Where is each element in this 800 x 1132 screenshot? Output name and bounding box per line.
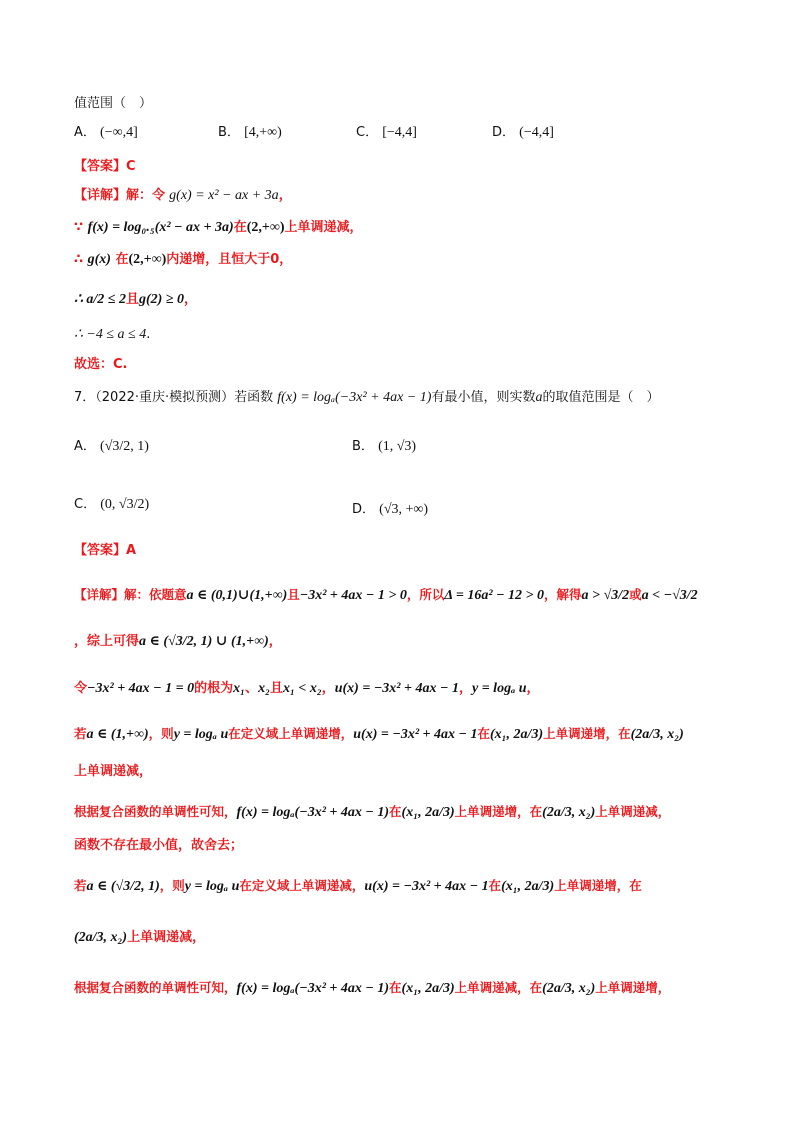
- text: 且: [125, 292, 139, 307]
- option-b: [218, 123, 282, 143]
- detail-2: [74, 218, 363, 238]
- text: ，: [526, 681, 540, 696]
- detail-text: 解：令: [126, 188, 166, 203]
- math: (2,+∞): [246, 220, 285, 235]
- option-label: A．: [74, 439, 96, 454]
- text: 上单调递增，在: [454, 804, 543, 819]
- text: 且: [287, 587, 300, 602]
- text: 上单调递增，在: [554, 878, 642, 893]
- math: −3x² + 4ax − 1 > 0: [299, 588, 407, 603]
- text: 根据复合函数的单调性可知，: [74, 980, 237, 995]
- text: 或: [629, 587, 642, 602]
- option-label: C．: [356, 125, 379, 140]
- math: ∴ −4 ≤ a ≤ 4: [74, 327, 147, 342]
- option-math: (−4,4]: [519, 125, 554, 140]
- text: ，: [458, 681, 472, 696]
- option-label: C．: [74, 497, 97, 512]
- math: ∴ a/2 ≤ 2: [74, 292, 126, 307]
- math: (2,+∞): [128, 252, 167, 267]
- option-label: A．: [74, 125, 96, 140]
- text: 上单调递减，在: [454, 980, 543, 995]
- punct: .: [146, 327, 151, 342]
- math: (x₁, 2a/3): [501, 879, 555, 894]
- math: −3x² + 4ax − 1 = 0: [87, 681, 195, 696]
- text: 在定义域上单调递增，: [228, 726, 354, 741]
- detail-13: [74, 876, 642, 897]
- math: (x₁, 2a/3): [401, 981, 455, 996]
- text: ，则: [148, 726, 174, 741]
- math: u(x) = −3x² + 4ax − 1: [364, 879, 489, 894]
- math: f(x) = logₐ(−3x² + 4ax − 1): [236, 805, 390, 820]
- text: ，综上可得: [74, 634, 140, 649]
- option-label: D．: [492, 125, 516, 140]
- punct: ，: [184, 292, 198, 307]
- because-symbol: ∵: [74, 220, 84, 235]
- detail-11: [74, 802, 670, 823]
- math: y = logₐ u: [184, 879, 240, 894]
- question-number: 7．: [74, 390, 96, 405]
- punct: ，: [278, 188, 292, 203]
- math: g(2) ≥ 0: [139, 292, 185, 307]
- detail-7: [74, 632, 282, 652]
- option-d: [492, 123, 554, 143]
- math: a < −√3/2: [641, 588, 698, 603]
- text: 在: [233, 220, 247, 235]
- text: ，则: [159, 878, 185, 893]
- text: ，: [321, 681, 335, 696]
- text: 在定义域上单调递减，: [239, 878, 365, 893]
- text: 在: [389, 804, 402, 819]
- detail-14: [74, 928, 205, 948]
- math: f(x) = logₐ(−3x² + 4ax − 1): [236, 981, 390, 996]
- detail-label: 【详解】: [74, 587, 125, 602]
- detail-label: 【详解】: [74, 188, 127, 203]
- detail-10: 上单调递减，: [74, 764, 153, 779]
- detail-15: [74, 978, 670, 999]
- option-label: B．: [352, 439, 374, 454]
- option-math: [4,+∞): [244, 125, 282, 140]
- text: 令: [74, 681, 88, 696]
- punct: ，: [268, 634, 282, 649]
- text: 根据复合函数的单调性可知，: [74, 804, 237, 819]
- text: 的根为: [194, 681, 234, 696]
- math: a ∈ (0,1)∪(1,+∞): [186, 588, 288, 603]
- math: (2a/3, x₂): [542, 805, 596, 820]
- math: a > √3/2: [581, 588, 630, 603]
- text: 上单调递增，: [595, 980, 671, 995]
- option-a: [74, 123, 138, 143]
- text: 、: [245, 681, 259, 696]
- math: a ∈ (√3/2, 1): [86, 879, 160, 894]
- question-7: [74, 388, 659, 408]
- option-math: (−∞,4]: [100, 125, 138, 140]
- text: 且: [269, 681, 283, 696]
- math: x₁: [233, 681, 246, 696]
- math: y = logₐ u: [471, 681, 527, 696]
- math: u(x) = −3x² + 4ax − 1: [334, 681, 459, 696]
- math: u(x) = −3x² + 4ax − 1: [353, 727, 478, 742]
- text: 有最小值，则实数: [431, 390, 536, 405]
- option-math: (√3, +∞): [379, 502, 429, 517]
- text: ，所以: [406, 587, 445, 602]
- option-c: [356, 123, 417, 143]
- text: ，解得: [544, 587, 582, 602]
- text: 若: [74, 878, 87, 893]
- question-source: （2022·重庆·模拟预测）若函数: [95, 390, 274, 405]
- detail-8: [74, 679, 540, 699]
- math: a ∈ (√3/2, 1) ∪ (1,+∞): [139, 634, 269, 649]
- option-label: D．: [352, 502, 376, 517]
- option-d: [352, 500, 428, 520]
- math: x₁ < x₂: [282, 681, 322, 696]
- option-math: (0, √3/2): [100, 497, 150, 512]
- math: (2a/3, x₂): [542, 981, 596, 996]
- option-b: [352, 437, 416, 457]
- detail-5: [74, 325, 150, 345]
- math: a ∈ (1,+∞): [86, 727, 149, 742]
- detail-3: [74, 250, 292, 270]
- text: 在: [477, 726, 491, 741]
- math: Δ = 16a² − 12 > 0: [444, 588, 545, 603]
- text: 若: [74, 726, 87, 741]
- option-a: [74, 437, 149, 457]
- text: 在: [389, 980, 402, 995]
- question-continuation: 值范围（ ）: [74, 96, 153, 111]
- text: 在: [488, 878, 502, 893]
- text: 在: [115, 252, 129, 267]
- math: f(x) = logₐ(−3x² + 4ax − 1): [277, 390, 432, 405]
- therefore-symbol: ∴: [74, 252, 84, 267]
- text: 内递增，且恒大于0，: [166, 252, 293, 267]
- math: a: [535, 390, 543, 405]
- conclusion-1: 故选：C.: [74, 357, 128, 372]
- option-math: (1, √3): [378, 439, 417, 454]
- option-c: [74, 495, 149, 515]
- math: x₂: [258, 681, 270, 696]
- math: (2a/3, x₂): [74, 930, 128, 945]
- text: 上单调递减，: [284, 220, 363, 235]
- answer-2: 【答案】A: [74, 543, 137, 558]
- detail-6: [74, 585, 698, 606]
- option-label: B．: [218, 125, 240, 140]
- option-math: (√3/2, 1): [100, 439, 149, 454]
- math: (x₁, 2a/3): [401, 805, 455, 820]
- detail-9: [74, 724, 684, 745]
- math: y = logₐ u: [173, 727, 229, 742]
- math: (2a/3, x₂): [630, 727, 684, 742]
- text: 上单调递减，: [127, 930, 206, 945]
- math: g(x) = x² − ax + 3a: [169, 188, 279, 203]
- math: (x₁, 2a/3): [490, 727, 544, 742]
- text: 上单调递增，在: [543, 726, 631, 741]
- answer-1: 【答案】C: [74, 159, 136, 174]
- detail-1: [74, 186, 292, 206]
- detail-12: 函数不存在最小值，故舍去；: [74, 838, 244, 853]
- option-math: [−4,4]: [382, 125, 417, 140]
- math: f(x) = log₀.₅(x² − ax + 3a): [87, 220, 234, 235]
- text: 解：依题意: [124, 587, 187, 602]
- detail-4: [74, 290, 197, 310]
- text: 上单调递减，: [595, 804, 671, 819]
- text: 的取值范围是（ ）: [542, 390, 660, 405]
- math: g(x): [87, 252, 111, 267]
